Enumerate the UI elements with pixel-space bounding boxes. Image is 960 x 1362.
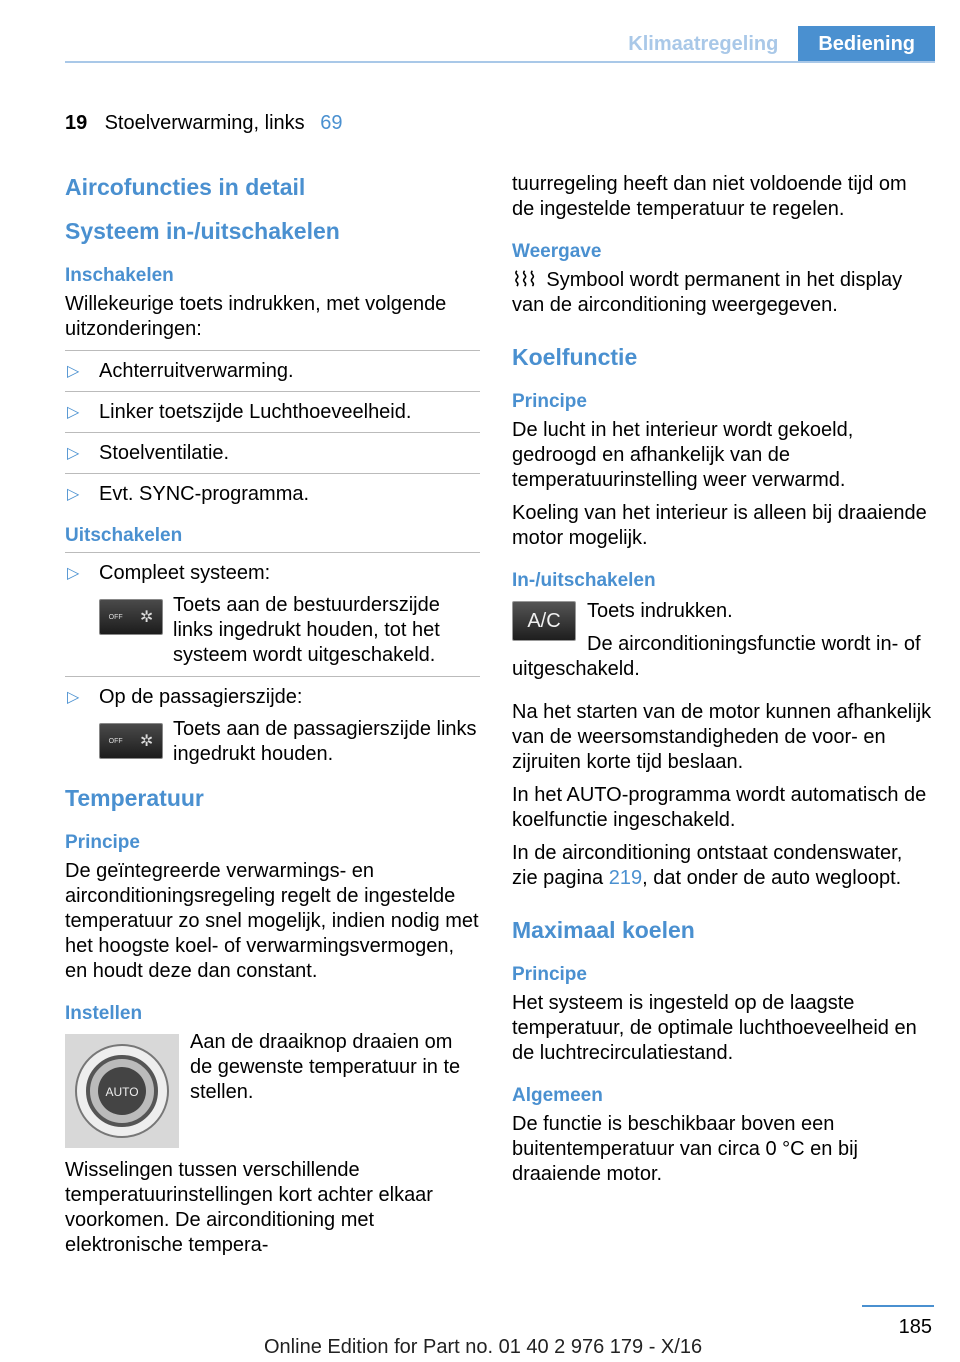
- triangle-bullet-icon: ▷: [67, 689, 80, 706]
- wissel-text: Wisselingen tussen verschillende temperatuurinstellingen kort achter elkaar voorkomen. De airconditioning met elektronische tempera-: [65, 1159, 433, 1256]
- heading-principe: Principe: [512, 964, 587, 985]
- heading-temperatuur: Temperatuur: [65, 785, 204, 811]
- edition-text: Online Edition for Part no. 01 40 2 976 179 - X/16: [264, 1336, 703, 1358]
- heading-weergave: Weergave: [512, 241, 602, 262]
- divider: [65, 676, 480, 677]
- off-fan-button-image: [99, 599, 163, 635]
- list-item-text: Op de passagierszijde:: [99, 686, 303, 708]
- ac-figure: [512, 599, 932, 632]
- ref-page-link[interactable]: 69: [320, 112, 343, 134]
- cooling-symbol-icon: ⌇⌇⌇: [512, 269, 536, 291]
- fan-icon: ✲: [139, 608, 154, 626]
- list-item-text: Compleet systeem:: [99, 562, 271, 584]
- list-item: [65, 400, 480, 425]
- page-link[interactable]: 219: [608, 867, 643, 889]
- triangle-bullet-icon: ▷: [67, 445, 80, 462]
- uit-item2-text: Toets aan de passagierszijde links ingedrukt houden.: [173, 718, 477, 765]
- list-item: [65, 441, 480, 466]
- heading-maximaal-koelen: Maximaal koelen: [512, 917, 695, 943]
- header-divider: [65, 61, 935, 63]
- divider: [65, 432, 480, 433]
- na-text: Na het starten van de motor kunnen afhankelijk van de weersomstandigheden de voor- en zijruiten korte tijd beslaan.: [512, 701, 932, 773]
- principe-text: De geïntegreerde verwarmings- en airconditioningsregeling regelt de ingestelde temperatuur zo snel mogelijk, indien nodig met het hoogste koel- of verwarmingsvermogen, en houdt deze dan constant.: [65, 860, 479, 982]
- condens-text-b: , dat onder de auto wegloopt.: [642, 867, 902, 889]
- knob-auto-label: AUTO: [105, 1085, 139, 1099]
- heading-in-uitschakelen: In-/uitschakelen: [512, 570, 656, 591]
- divider: [65, 552, 480, 553]
- list-item-text: Linker toetszijde Luchthoeveelheid.: [99, 401, 412, 423]
- divider: [65, 391, 480, 392]
- triangle-bullet-icon: ▷: [67, 404, 80, 421]
- reference-line: [65, 112, 342, 135]
- heading-inschakelen: Inschakelen: [65, 265, 174, 286]
- heading-uitschakelen: Uitschakelen: [65, 525, 183, 546]
- heading-algemeen: Algemeen: [512, 1085, 603, 1106]
- heading-koelfunctie: Koelfunctie: [512, 344, 638, 370]
- list-item: [65, 359, 480, 384]
- inuit-text-2: De airconditioningsfunctie wordt in- of uitgeschakeld.: [512, 633, 921, 680]
- uit-item1-text: Toets aan de bestuurderszijde links ingedrukt houden, tot het systeem wordt uitgeschakeld.: [173, 594, 440, 666]
- page-number: 185: [898, 1316, 932, 1338]
- principe-text-1: De lucht in het interieur wordt gekoeld, gedroogd en afhankelijk van de temperatuurinstelling weer verwarmd.: [512, 419, 854, 491]
- condens-text: [512, 841, 932, 891]
- off-button-figure: [65, 717, 480, 767]
- tab-klimaatregeling[interactable]: Klimaatregeling: [628, 32, 779, 55]
- knob-figure: [65, 1030, 480, 1148]
- inuit-text-1: Toets indrukken.: [587, 600, 733, 622]
- divider: [65, 473, 480, 474]
- algemeen-text: De functie is beschikbaar boven een buitentemperatuur van circa 0 °C en bij draaiende motor.: [512, 1113, 858, 1185]
- condens-text-a: In de airconditioning ontstaat condenswater, zie pagina: [512, 842, 903, 889]
- ref-label: Stoelverwarming, links: [104, 112, 305, 134]
- footer-divider: [862, 1305, 934, 1307]
- principe-text-2: Koeling van het interieur is alleen bij draaiende motor mogelijk.: [512, 502, 927, 549]
- section-title: Aircofuncties in detail: [65, 174, 306, 200]
- weergave-text: [512, 268, 932, 318]
- right-column: [512, 172, 932, 1195]
- instellen-text: Aan de draaiknop draaien om de gewenste temperatuur in te stellen.: [190, 1031, 461, 1103]
- auto-text: In het AUTO-programma wordt automatisch de koelfunctie ingeschakeld.: [512, 784, 927, 831]
- temperature-knob-image: [65, 1034, 179, 1148]
- tab-bediening[interactable]: Bediening: [798, 26, 935, 62]
- max-principe-text: Het systeem is ingesteld op de laagste temperatuur, de optimale luchthoeveelheid en de luchtrecirculatiestand.: [512, 992, 917, 1064]
- off-label: OFF: [108, 737, 123, 745]
- divider: [65, 350, 480, 351]
- list-item: [65, 561, 480, 586]
- triangle-bullet-icon: ▷: [67, 363, 80, 380]
- triangle-bullet-icon: ▷: [67, 486, 80, 503]
- heading-principe: Principe: [65, 832, 140, 853]
- weergave-text-content: Symbool wordt permanent in het display van de airconditioning weergegeven.: [512, 269, 903, 316]
- header-tabs: [608, 26, 935, 62]
- heading-systeem: Systeem in-/uitschakelen: [65, 218, 340, 244]
- list-item: [65, 685, 480, 710]
- heading-instellen: Instellen: [65, 1003, 143, 1024]
- inschakelen-text: Willekeurige toets indrukken, met volgende uitzonderingen:: [65, 293, 447, 340]
- list-item-text: Achterruitverwarming.: [99, 360, 294, 382]
- list-item-text: Stoelventilatie.: [99, 442, 230, 464]
- list-item-text: Evt. SYNC-programma.: [99, 483, 310, 505]
- off-label: OFF: [108, 613, 123, 621]
- list-item: [65, 482, 480, 507]
- left-column: [65, 172, 480, 1266]
- heading-principe: Principe: [512, 391, 587, 412]
- off-fan-button-image: [99, 723, 163, 759]
- ac-button-image: A/C: [512, 601, 576, 641]
- ref-number: 19: [65, 112, 88, 134]
- triangle-bullet-icon: ▷: [67, 565, 80, 582]
- continued-text: tuurregeling heeft dan niet voldoende tijd om de ingestelde temperatuur te regelen.: [512, 173, 907, 220]
- fan-icon: ✲: [139, 732, 154, 750]
- off-button-figure: [65, 593, 480, 668]
